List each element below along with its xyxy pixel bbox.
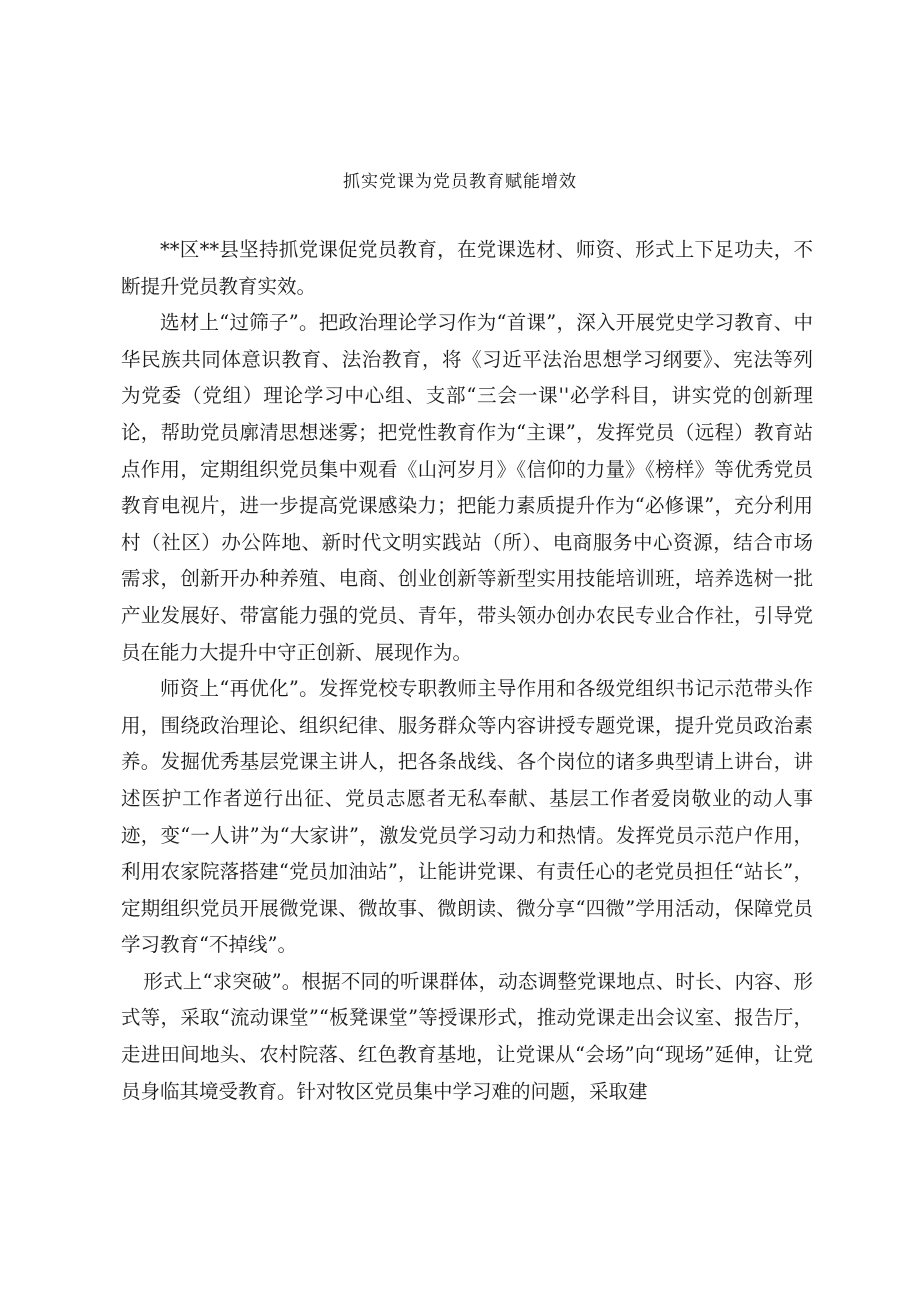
document-body [121,232,813,1110]
paragraph-format: 形式上“求突破”。根据不同的听课群体，动态调整党课地点、时长、内容、形式等，采取“流动课堂”“板凳课堂”等授课形式，推动党课走出会议室、报告厅，走进田间地头、农村院落、红色教育基地，让党课从“会场”向“现场”延伸，让党员身临其境受教育。针对牧区党员集中学习难的问题，采取建 [121,969,813,1103]
paragraph-intro: **区**县坚持抓党课促党员教育，在党课选材、师资、形式上下足功夫，不断提升党员教育实效。 [121,238,813,298]
paragraph-teachers: 师资上“再优化”。发挥党校专职教师主导作用和各级党组织书记示范带头作用，围绕政治理论、组织纪律、服务群众等内容讲授专题党课，提升党员政治素养。发掘优秀基层党课主讲人，把各条战线、各个岗位的诸多典型请上讲台，讲述医护工作者逆行出征、党员志愿者无私奉献、基层工作者爱岗敬业的动人事迹，变“一人讲”为“大家讲”，激发党员学习动力和热情。发挥党员示范户作用，利用农家院落搭建“党员加油站”，让能讲党课、有责任心的老党员担任“站长”，定期组织党员开展微党课、微故事、微朗读、微分享“四微”学用活动，保障党员学习教育“不掉线”。 [121,677,813,957]
document-title: 抓实党课为党员教育赋能增效 [343,172,577,192]
paragraph-material-selection: 选材上“过筛子”。把政治理论学习作为“首课”，深入开展党史学习教育、中华民族共同体意识教育、法治教育，将《习近平法治思想学习纲要》、宪法等列为党委（党组）理论学习中心组、支部“三会一课''必学科目，讲实党的创新理论，帮助党员廓清思想迷雾；把党性教育作为“主课”，发挥党员（远程）教育站点作用，定期组织党员集中观看《山河岁月》《信仰的力量》《榜样》等优秀党员教育电视片，进一步提高党课感染力；把能力素质提升作为“必修课”，充分利用村（社区）办公阵地、新时代文明实践站（所）、电商服务中心资源，结合市场需求，创新开办种养殖、电商、创业创新等新型实用技能培训班，培养选树一批产业发展好、带富能力强的党员、青年，带头领办创办农民专业合作社，引导党员在能力大提升中守正创新、展现作为。 [121,311,813,664]
